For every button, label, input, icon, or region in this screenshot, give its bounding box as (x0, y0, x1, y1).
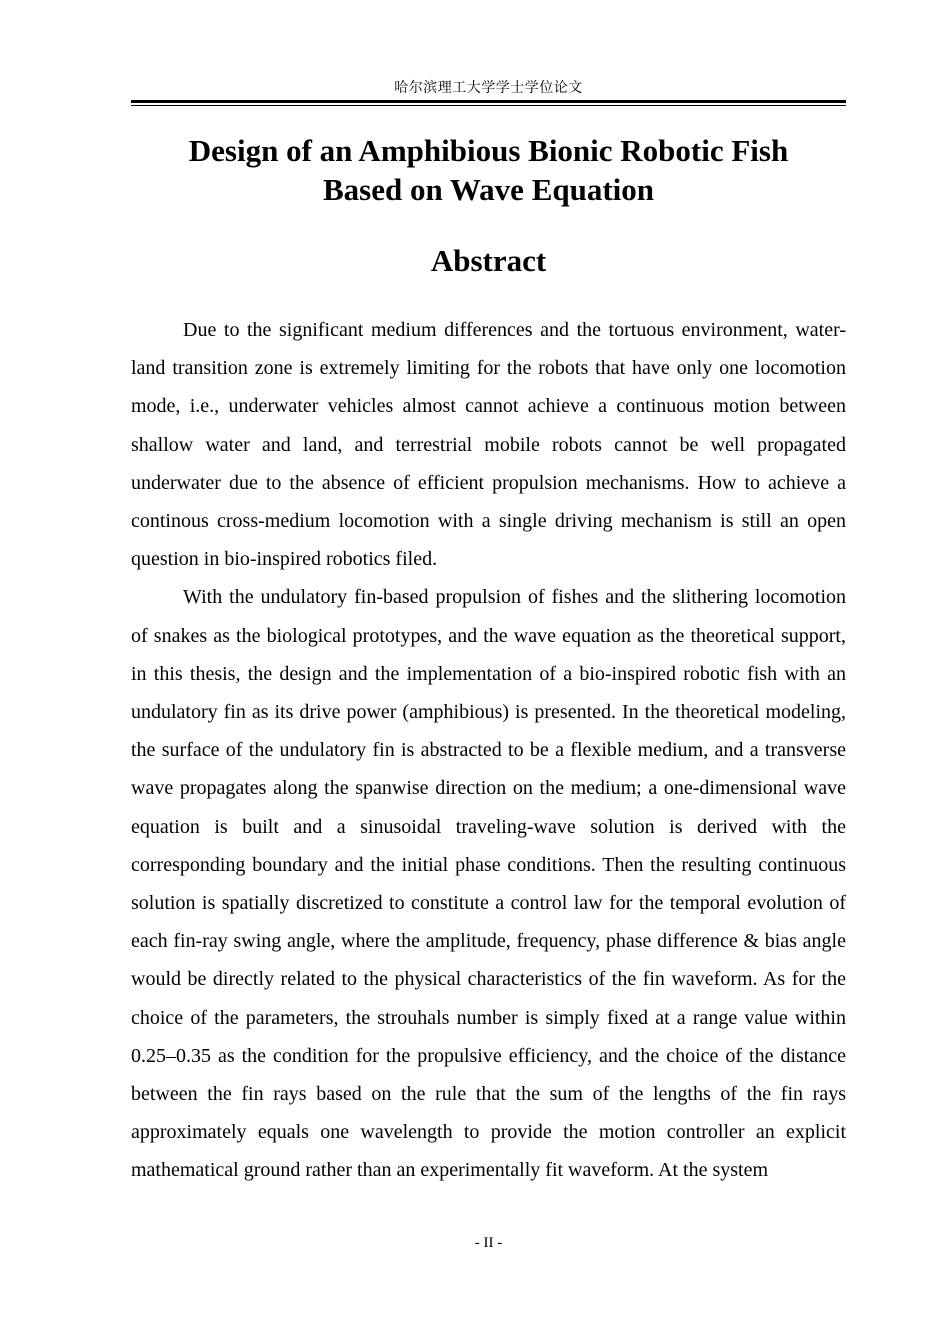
abstract-heading: Abstract (430, 243, 547, 278)
thesis-title-line-2: Based on Wave Equation (322, 172, 655, 207)
header-rule-thick (131, 100, 846, 103)
abstract-body (131, 311, 846, 1190)
thesis-title (131, 131, 846, 209)
thesis-title-line-1: Design of an Amphibious Bionic Robotic Fish (188, 133, 789, 168)
abstract-paragraph-2: With the undulatory fin-based propulsion of fishes and the slithering locomotion of snakes as the biological prototypes, and the wave equation as the theoretical support, in this thesis, the design and the implementation of a bio-inspired robotic fish with an undulatory fin as its drive power (amphibious) is presented. In the theoretical modeling, the surface of the undulatory fin is abstracted to be a flexible medium, and a transverse wave propagates along the spanwise direction on the medium; a one-dimensional wave equation is built and a sinusoidal traveling-wave solution is derived with the corresponding boundary and the initial phase conditions. Then the resulting continuous solution is spatially discretized to constitute a control law for the temporal evolution of each fin-ray swing angle, where the amplitude, frequency, phase difference & bias angle would be directly related to the physical characteristics of the fin waveform. As for the choice of the parameters, the strouhals number is simply fixed at a range value within 0.25–0.35 as the condition for the propulsive efficiency, and the choice of the distance between the fin rays based on the rule that the sum of the lengths of the fin rays approximately equals one wavelength to provide the motion controller an explicit mathematical ground rather than an experimentally fit waveform. At the system (131, 586, 846, 1182)
header-rule-thin (131, 105, 846, 106)
page-number: - II - (474, 1235, 503, 1251)
running-header: 哈尔滨理工大学学士学位论文 (394, 80, 583, 96)
abstract-paragraph-1: Due to the significant medium differences and the tortuous environment, water-land transition zone is extremely limiting for the robots that have only one locomotion mode, i.e., underwater vehicles almost cannot achieve a continuous motion between shallow water and land, and terrestrial mobile robots cannot be well propagated underwater due to the absence of efficient propulsion mechanisms. How to achieve a continous cross-medium locomotion with a single driving mechanism is still an open question in bio-inspired robotics filed. (131, 319, 846, 571)
